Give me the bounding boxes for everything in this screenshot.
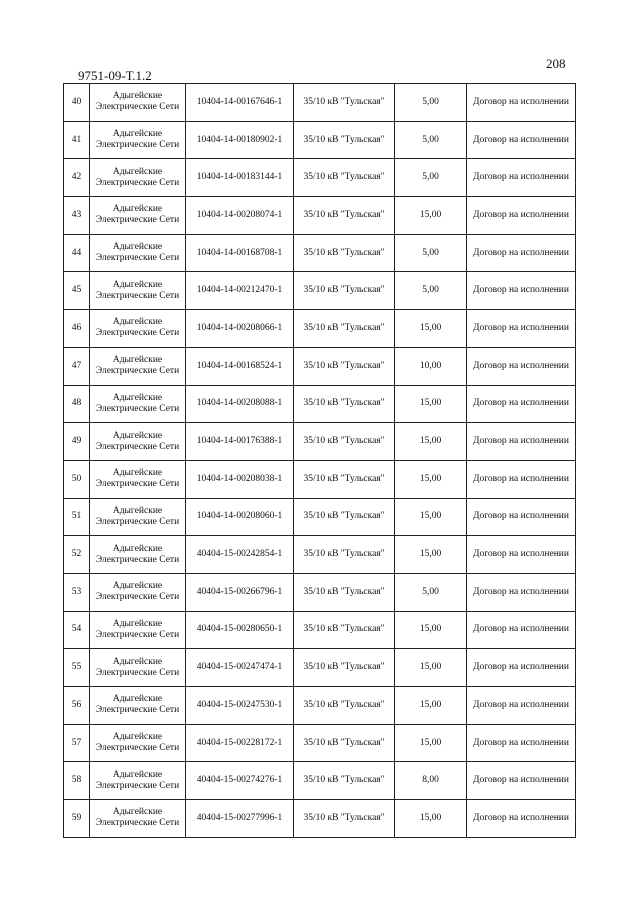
power-value: 15,00 [395, 197, 467, 235]
organization-name: Адыгейские Электрические Сети [90, 234, 186, 272]
substation-name: 35/10 кВ "Тульская" [294, 423, 395, 461]
power-value: 5,00 [395, 159, 467, 197]
power-value: 5,00 [395, 573, 467, 611]
application-code: 40404-15-00247474-1 [186, 649, 294, 687]
substation-name: 35/10 кВ "Тульская" [294, 347, 395, 385]
substation-name: 35/10 кВ "Тульская" [294, 159, 395, 197]
row-number: 47 [64, 347, 90, 385]
substation-name: 35/10 кВ "Тульская" [294, 724, 395, 762]
organization-name: Адыгейские Электрические Сети [90, 649, 186, 687]
power-value: 10,00 [395, 347, 467, 385]
contract-status: Договор на исполнении [467, 498, 576, 536]
contract-status: Договор на исполнении [467, 800, 576, 838]
contract-status: Договор на исполнении [467, 385, 576, 423]
table-row [64, 573, 576, 611]
row-number: 44 [64, 234, 90, 272]
application-code: 40404-15-00247530-1 [186, 687, 294, 725]
substation-name: 35/10 кВ "Тульская" [294, 310, 395, 348]
application-code: 10404-14-00168524-1 [186, 347, 294, 385]
row-number: 51 [64, 498, 90, 536]
power-value: 5,00 [395, 234, 467, 272]
organization-name: Адыгейские Электрические Сети [90, 762, 186, 800]
row-number: 42 [64, 159, 90, 197]
contract-status: Договор на исполнении [467, 234, 576, 272]
application-code: 40404-15-00280650-1 [186, 611, 294, 649]
power-value: 5,00 [395, 272, 467, 310]
power-value: 5,00 [395, 84, 467, 122]
table-row [64, 536, 576, 574]
organization-name: Адыгейские Электрические Сети [90, 536, 186, 574]
organization-name: Адыгейские Электрические Сети [90, 121, 186, 159]
power-value: 15,00 [395, 611, 467, 649]
organization-name: Адыгейские Электрические Сети [90, 573, 186, 611]
organization-name: Адыгейские Электрические Сети [90, 724, 186, 762]
row-number: 58 [64, 762, 90, 800]
table-row [64, 385, 576, 423]
table-row [64, 310, 576, 348]
application-code: 10404-14-00183144-1 [186, 159, 294, 197]
row-number: 50 [64, 460, 90, 498]
table-row [64, 498, 576, 536]
table-row [64, 460, 576, 498]
contract-status: Договор на исполнении [467, 423, 576, 461]
power-value: 15,00 [395, 460, 467, 498]
substation-name: 35/10 кВ "Тульская" [294, 197, 395, 235]
power-value: 15,00 [395, 310, 467, 348]
row-number: 40 [64, 84, 90, 122]
substation-name: 35/10 кВ "Тульская" [294, 611, 395, 649]
substation-name: 35/10 кВ "Тульская" [294, 272, 395, 310]
table-row [64, 272, 576, 310]
row-number: 56 [64, 687, 90, 725]
row-number: 41 [64, 121, 90, 159]
substation-name: 35/10 кВ "Тульская" [294, 460, 395, 498]
page-number: 208 [546, 56, 566, 71]
application-code: 10404-14-00180902-1 [186, 121, 294, 159]
contract-status: Договор на исполнении [467, 536, 576, 574]
application-code: 10404-14-00208074-1 [186, 197, 294, 235]
table-row [64, 800, 576, 838]
application-code: 40404-15-00277996-1 [186, 800, 294, 838]
contract-status: Договор на исполнении [467, 159, 576, 197]
organization-name: Адыгейские Электрические Сети [90, 347, 186, 385]
application-code: 40404-15-00228172-1 [186, 724, 294, 762]
substation-name: 35/10 кВ "Тульская" [294, 687, 395, 725]
row-number: 43 [64, 197, 90, 235]
table-row [64, 197, 576, 235]
application-code: 10404-14-00208088-1 [186, 385, 294, 423]
contract-status: Договор на исполнении [467, 310, 576, 348]
contract-status: Договор на исполнении [467, 347, 576, 385]
application-code: 40404-15-00266796-1 [186, 573, 294, 611]
power-value: 15,00 [395, 423, 467, 461]
contract-status: Договор на исполнении [467, 197, 576, 235]
table-row [64, 687, 576, 725]
organization-name: Адыгейские Электрические Сети [90, 159, 186, 197]
table-row [64, 762, 576, 800]
contract-status: Договор на исполнении [467, 460, 576, 498]
substation-name: 35/10 кВ "Тульская" [294, 121, 395, 159]
power-value: 15,00 [395, 385, 467, 423]
row-number: 54 [64, 611, 90, 649]
table-row [64, 121, 576, 159]
row-number: 49 [64, 423, 90, 461]
organization-name: Адыгейские Электрические Сети [90, 272, 186, 310]
organization-name: Адыгейские Электрические Сети [90, 687, 186, 725]
application-code: 10404-14-00208060-1 [186, 498, 294, 536]
application-code: 40404-15-00274276-1 [186, 762, 294, 800]
contract-status: Договор на исполнении [467, 687, 576, 725]
power-value: 5,00 [395, 121, 467, 159]
organization-name: Адыгейские Электрические Сети [90, 498, 186, 536]
application-code: 10404-14-00212470-1 [186, 272, 294, 310]
table-row [64, 611, 576, 649]
row-number: 45 [64, 272, 90, 310]
substation-name: 35/10 кВ "Тульская" [294, 84, 395, 122]
contract-status: Договор на исполнении [467, 724, 576, 762]
row-number: 52 [64, 536, 90, 574]
contract-status: Договор на исполнении [467, 84, 576, 122]
application-code: 40404-15-00242854-1 [186, 536, 294, 574]
document-code: 9751-09-Т.1.2 [78, 68, 152, 83]
substation-name: 35/10 кВ "Тульская" [294, 536, 395, 574]
contract-status: Договор на исполнении [467, 121, 576, 159]
application-code: 10404-14-00208066-1 [186, 310, 294, 348]
table-row [64, 234, 576, 272]
substation-name: 35/10 кВ "Тульская" [294, 385, 395, 423]
row-number: 53 [64, 573, 90, 611]
organization-name: Адыгейские Электрические Сети [90, 310, 186, 348]
power-value: 15,00 [395, 724, 467, 762]
substation-name: 35/10 кВ "Тульская" [294, 498, 395, 536]
application-code: 10404-14-00176388-1 [186, 423, 294, 461]
row-number: 48 [64, 385, 90, 423]
organization-name: Адыгейские Электрические Сети [90, 460, 186, 498]
contract-status: Договор на исполнении [467, 762, 576, 800]
row-number: 46 [64, 310, 90, 348]
substation-name: 35/10 кВ "Тульская" [294, 234, 395, 272]
contract-status: Договор на исполнении [467, 649, 576, 687]
substation-name: 35/10 кВ "Тульская" [294, 800, 395, 838]
contract-status: Договор на исполнении [467, 573, 576, 611]
substation-name: 35/10 кВ "Тульская" [294, 573, 395, 611]
table-row [64, 159, 576, 197]
row-number: 55 [64, 649, 90, 687]
organization-name: Адыгейские Электрические Сети [90, 611, 186, 649]
organization-name: Адыгейские Электрические Сети [90, 197, 186, 235]
power-value: 15,00 [395, 800, 467, 838]
application-code: 10404-14-00208038-1 [186, 460, 294, 498]
table-row [64, 649, 576, 687]
table-row [64, 347, 576, 385]
substation-name: 35/10 кВ "Тульская" [294, 762, 395, 800]
contracts-table-body [64, 84, 576, 838]
application-code: 10404-14-00168708-1 [186, 234, 294, 272]
application-code: 10404-14-00167646-1 [186, 84, 294, 122]
power-value: 15,00 [395, 498, 467, 536]
contract-status: Договор на исполнении [467, 272, 576, 310]
table-row [64, 423, 576, 461]
substation-name: 35/10 кВ "Тульская" [294, 649, 395, 687]
contract-status: Договор на исполнении [467, 611, 576, 649]
power-value: 15,00 [395, 649, 467, 687]
table-row [64, 724, 576, 762]
power-value: 15,00 [395, 687, 467, 725]
organization-name: Адыгейские Электрические Сети [90, 800, 186, 838]
row-number: 57 [64, 724, 90, 762]
table-row [64, 84, 576, 122]
power-value: 8,00 [395, 762, 467, 800]
organization-name: Адыгейские Электрические Сети [90, 423, 186, 461]
power-value: 15,00 [395, 536, 467, 574]
organization-name: Адыгейские Электрические Сети [90, 84, 186, 122]
row-number: 59 [64, 800, 90, 838]
contracts-table [63, 83, 576, 838]
organization-name: Адыгейские Электрические Сети [90, 385, 186, 423]
